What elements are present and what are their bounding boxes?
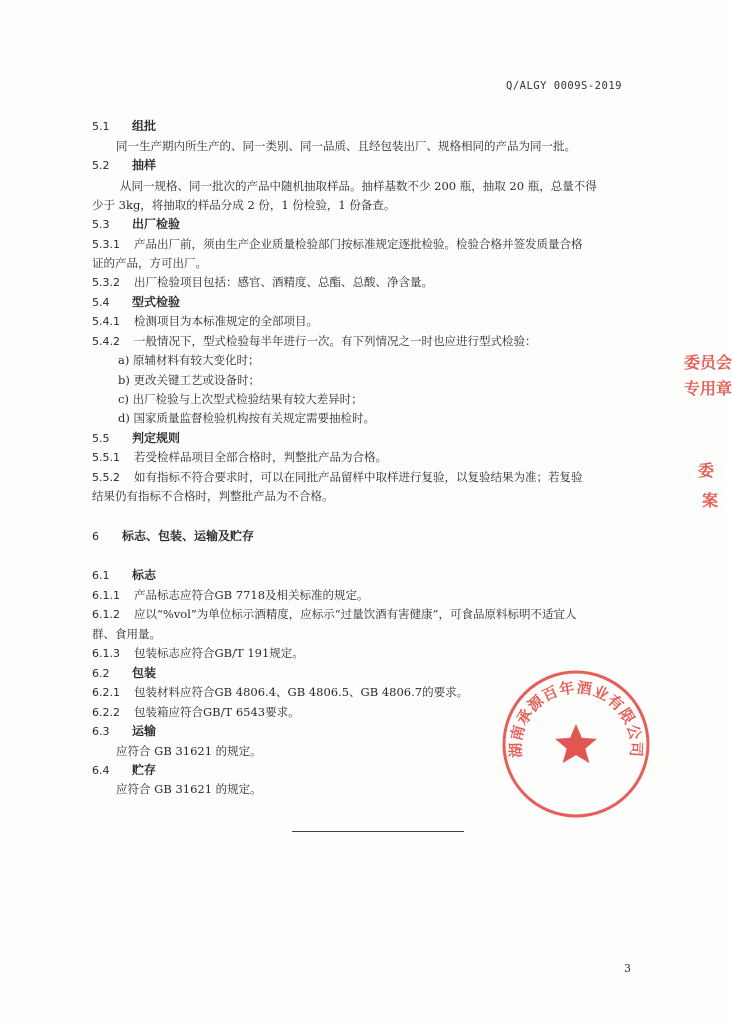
section-title: 包装 (132, 666, 157, 680)
section-5-5-heading (92, 430, 180, 447)
section-title: 标志、包装、运输及贮存 (122, 529, 255, 543)
list-item-a: a) 原辅材料有较大变化时； (118, 353, 260, 367)
page-number: 3 (624, 962, 631, 975)
section-number: 6.2.2 (92, 706, 120, 719)
section-number: 6 (92, 530, 99, 543)
end-divider (292, 831, 464, 832)
clause-text: 产品标志应符合GB 7718及相关标准的规定。 (134, 588, 369, 602)
section-number: 6.1.1 (92, 589, 120, 602)
section-number: 5.5.2 (92, 471, 120, 484)
clause-text: 包装箱应符合GB/T 6543要求。 (134, 705, 300, 719)
list-item-d: d) 国家质量监督检验机构按有关规定需要抽检时。 (118, 411, 376, 425)
clause-text: 产品出厂前，须由生产企业质量检验部门按标准规定逐批检验。检验合格并签发质量合格 (134, 237, 583, 251)
section-number: 5.2 (92, 159, 110, 172)
list-item-c: c) 出厂检验与上次型式检验结果有较大差异时； (118, 392, 363, 406)
section-5-2-text-1: 从同一规格、同一批次的产品中随机抽取样品。抽样基数不少 200 瓶，抽取 20 瓶，总量不得 (120, 179, 597, 193)
section-5-5-2-text-2: 结果仍有指标不合格时，判整批产品为不合格。 (92, 489, 334, 503)
standard-code: Q/ALGY 0009S-2019 (506, 80, 622, 92)
section-number: 6.1.2 (92, 608, 120, 621)
section-5-3-heading (92, 216, 180, 233)
clause-text: 一般情况下，型式检验每半年进行一次。有下列情况之一时也应进行型式检验： (134, 334, 537, 348)
section-6-4-heading (92, 762, 156, 779)
section-title: 组批 (132, 119, 157, 133)
section-number: 6.1 (92, 569, 110, 582)
section-5-4-1 (92, 313, 318, 330)
section-6-3-text: 应符合 GB 31621 的规定。 (116, 744, 262, 758)
clause-text: 包装材料应符合GB 4806.4、GB 4806.5、GB 4806.7的要求。 (134, 685, 469, 699)
section-6-1-3 (92, 645, 304, 662)
section-number: 5.5 (92, 432, 110, 445)
section-number: 6.2.1 (92, 686, 120, 699)
section-6-4-text: 应符合 GB 31621 的规定。 (116, 782, 262, 796)
partial-seal-right (683, 330, 732, 560)
section-number: 5.4 (92, 296, 110, 309)
section-6-1-heading (92, 567, 156, 584)
section-6-2-2 (92, 704, 300, 721)
section-5-4-heading (92, 294, 180, 311)
section-number: 6.2 (92, 667, 110, 680)
section-5-5-1 (92, 449, 387, 466)
section-title: 型式检验 (132, 295, 181, 309)
star-icon (555, 724, 597, 763)
section-number: 5.3 (92, 218, 110, 231)
section-title: 标志 (132, 568, 157, 582)
section-5-1-heading (92, 118, 156, 135)
section-5-5-2-text-1 (92, 469, 583, 486)
section-number: 6.1.3 (92, 647, 120, 660)
section-title: 出厂检验 (132, 217, 181, 231)
section-number: 6.3 (92, 725, 110, 738)
list-item-b: b) 更改关键工艺或设备时； (118, 373, 261, 387)
section-5-1-text: 同一生产期内所生产的、同一类别、同一品质、且经包装出厂、规格相同的产品为同一批。 (116, 139, 576, 153)
section-title: 抽样 (132, 158, 157, 172)
section-6-2-heading (92, 665, 156, 682)
section-number: 5.5.1 (92, 451, 120, 464)
partial-seal-text-1: 委员会 (683, 353, 732, 372)
partial-seal-text-2: 专用章 (683, 379, 732, 398)
company-seal (500, 668, 652, 820)
section-number: 5.1 (92, 120, 110, 133)
section-5-3-2 (92, 274, 433, 291)
section-5-3-1-text-2: 证的产品，方可出厂。 (92, 256, 207, 270)
section-title: 判定规则 (132, 431, 181, 445)
clause-text: 应以“%vol”为单位标示酒精度，应标示“过量饮酒有害健康”，可食品原料标明不适宜人 (134, 607, 577, 621)
section-5-4-2 (92, 333, 537, 350)
section-number: 5.3.1 (92, 238, 120, 251)
section-6-1-2-text-2: 群、食用量。 (92, 627, 161, 641)
section-title: 运输 (132, 724, 157, 738)
section-number: 5.4.1 (92, 315, 120, 328)
section-5-2-heading (92, 157, 156, 174)
section-6-3-heading (92, 723, 156, 740)
section-6-2-1 (92, 684, 468, 701)
section-title: 贮存 (132, 763, 157, 777)
partial-seal-text-4: 案 (701, 491, 718, 510)
clause-text: 如有指标不符合要求时，可以在同批产品留样中取样进行复验，以复验结果为准；若复验 (134, 470, 583, 484)
clause-text: 检测项目为本标准规定的全部项目。 (134, 314, 318, 328)
partial-seal-text-3: 委 (697, 461, 714, 480)
clause-text: 若受检样品项目全部合格时，判整批产品为合格。 (134, 450, 387, 464)
section-6-1-1 (92, 587, 369, 604)
section-number: 5.3.2 (92, 276, 120, 289)
section-5-2-text-2: 少于 3kg，将抽取的样品分成 2 份，1 份检验，1 份备查。 (92, 198, 396, 212)
section-6-1-2-text-1 (92, 606, 577, 623)
section-number: 5.4.2 (92, 335, 120, 348)
seal-text: 湖南承源百年酒业有限公司 (506, 678, 646, 759)
section-5-3-1-text-1 (92, 236, 583, 253)
clause-text: 包装标志应符合GB/T 191规定。 (134, 646, 304, 660)
clause-text: 出厂检验项目包括：感官、酒精度、总酯、总酸、净含量。 (134, 275, 433, 289)
section-number: 6.4 (92, 764, 110, 777)
chapter-6-heading (92, 528, 254, 545)
